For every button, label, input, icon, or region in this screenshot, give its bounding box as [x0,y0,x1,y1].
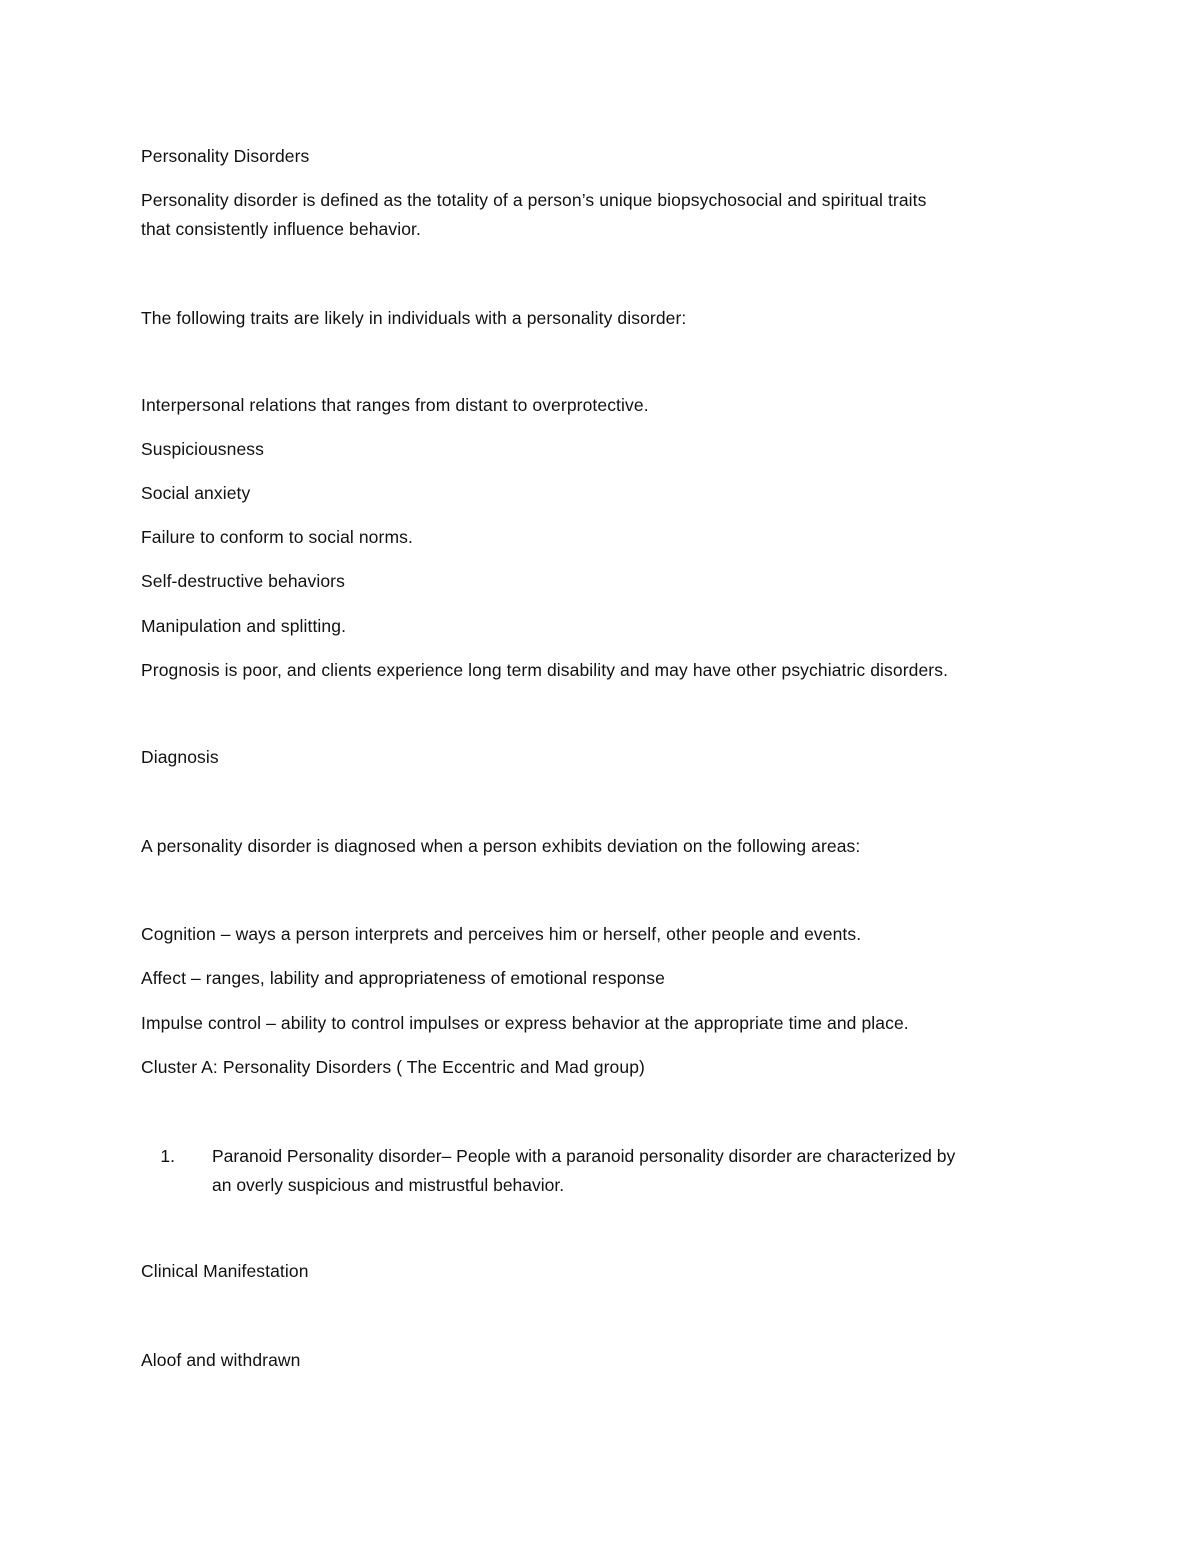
trait-item: Prognosis is poor, and clients experience long term disability and may have other psychiatric disorders. [141,660,949,680]
list-item-line-1: Paranoid Personality disorder– People with a paranoid personality disorder are characterized by [212,1146,956,1166]
trait-item: Failure to conform to social norms. [141,527,413,547]
diagnosis-area: Impulse control – ability to control impulses or express behavior at the appropriate time and place. [141,1013,909,1033]
list-item-line-2: an overly suspicious and mistrustful behavior. [212,1175,565,1195]
diagnosis-area: Cognition – ways a person interprets and perceives him or herself, other people and events. [141,924,862,944]
diagnosis-area: Affect – ranges, lability and appropriateness of emotional response [141,968,665,988]
diagnosis-heading: Diagnosis [141,747,219,767]
manifestation-item: Aloof and withdrawn [141,1350,301,1370]
trait-item: Self-destructive behaviors [141,571,345,591]
clinical-heading: Clinical Manifestation [141,1261,309,1281]
document-title: Personality Disorders [141,146,310,166]
definition-line-1: Personality disorder is defined as the totality of a person’s unique biopsychosocial and spiritual traits [141,190,927,210]
trait-item: Social anxiety [141,483,251,503]
trait-item: Interpersonal relations that ranges from distant to overprotective. [141,395,649,415]
traits-intro: The following traits are likely in individuals with a personality disorder: [141,308,687,328]
trait-item: Suspiciousness [141,439,264,459]
list-item-number: 1. [160,1146,175,1166]
diagnosis-intro: A personality disorder is diagnosed when a person exhibits deviation on the following areas: [141,836,861,856]
trait-item: Manipulation and splitting. [141,616,347,636]
definition-line-2: that consistently influence behavior. [141,219,421,239]
cluster-heading: Cluster A: Personality Disorders ( The Eccentric and Mad group) [141,1057,645,1077]
